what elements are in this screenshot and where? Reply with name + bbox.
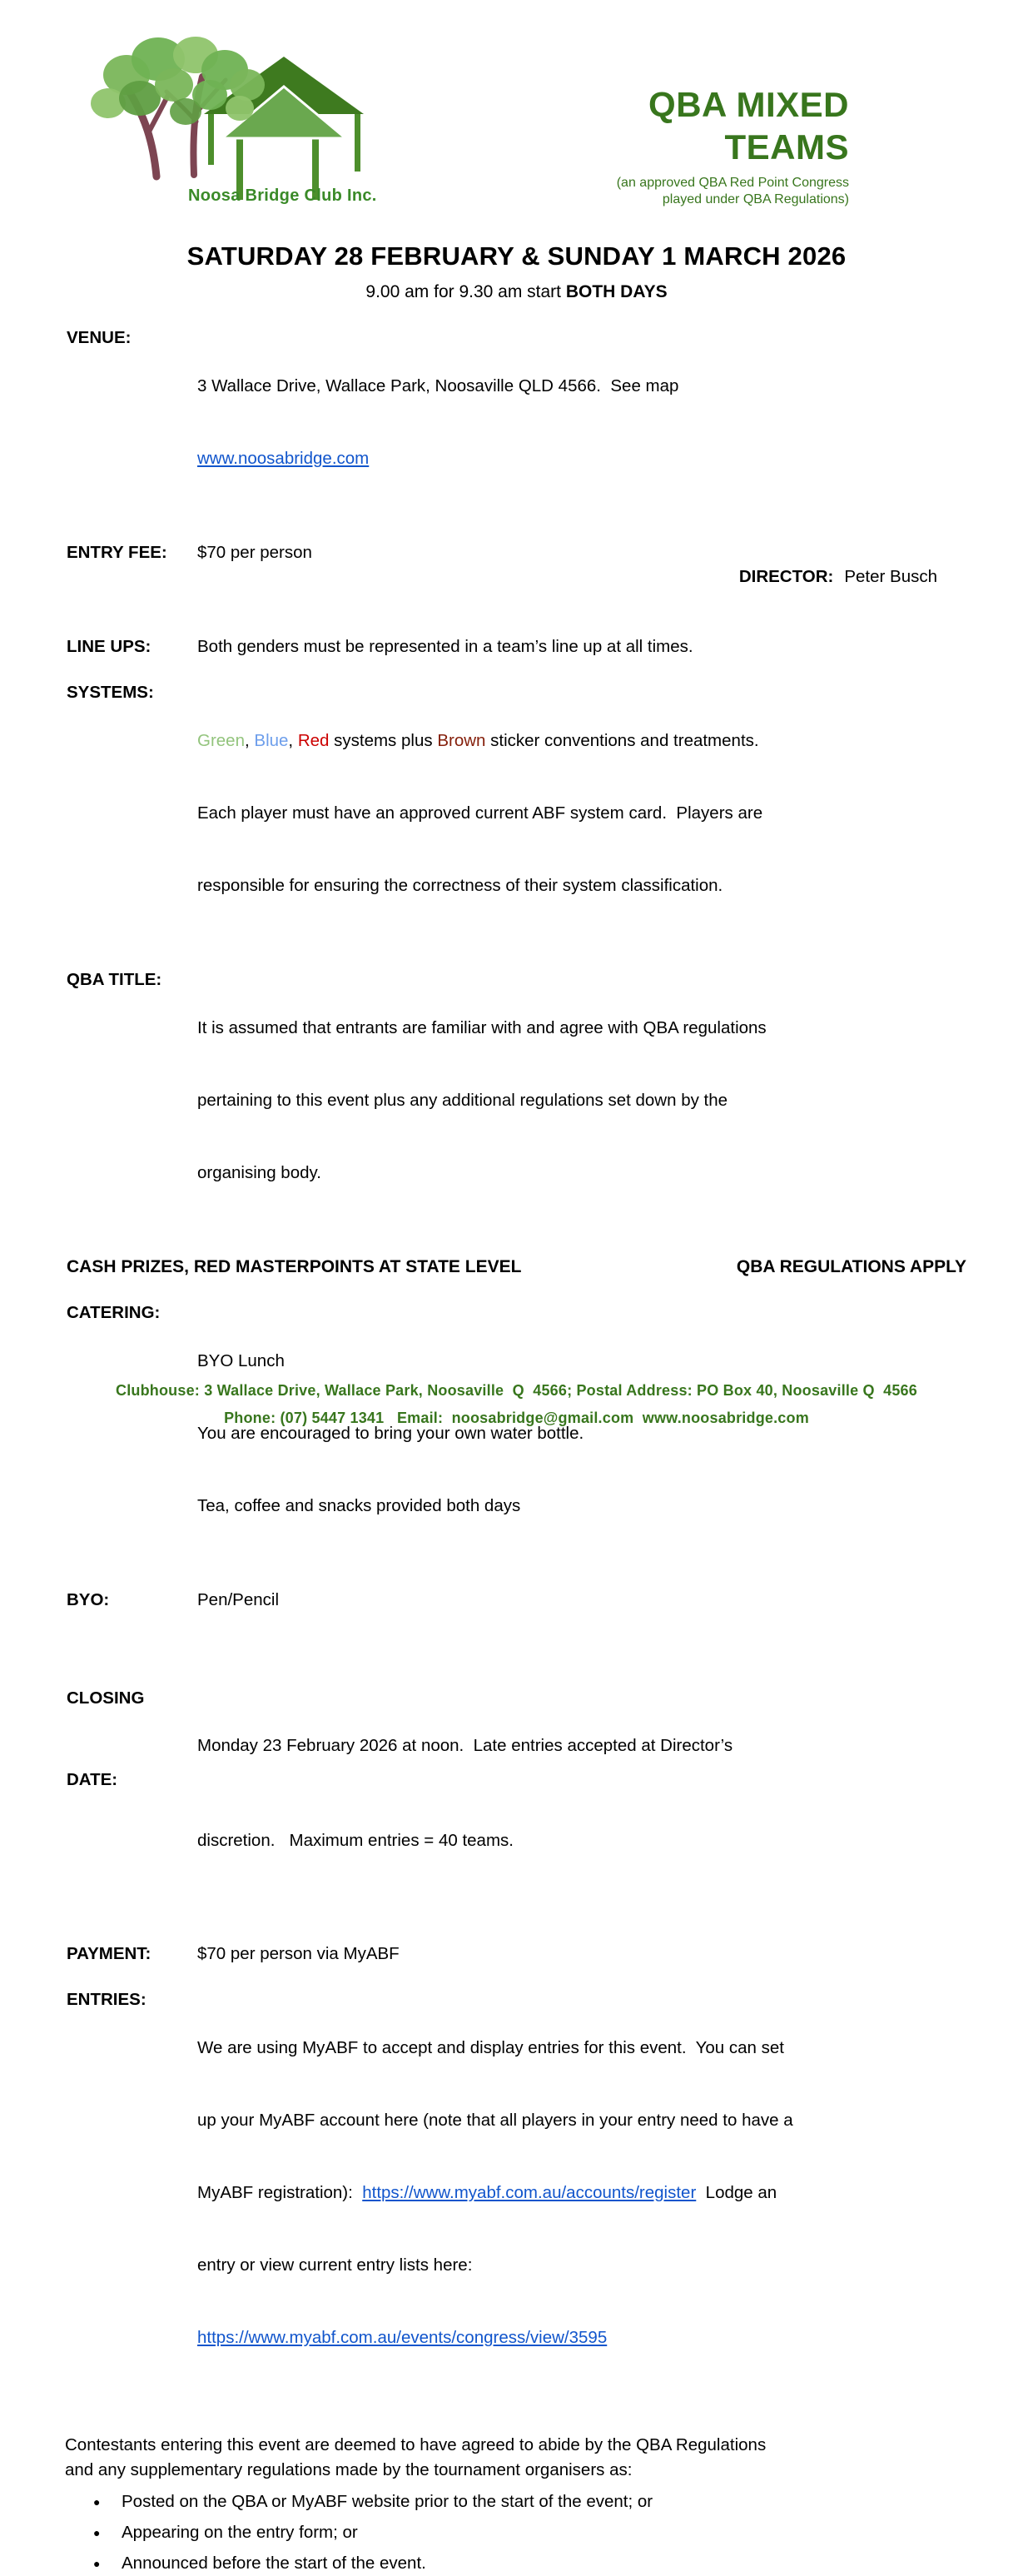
- list-item: [93, 2489, 966, 2514]
- payment-label: PAYMENT:: [67, 1944, 151, 1963]
- cash-prizes-line: [67, 1255, 966, 1279]
- qba-title-value: [197, 967, 966, 1233]
- entry-fee-row: [67, 540, 966, 613]
- venue-website-link[interactable]: www.noosabridge.com: [197, 449, 370, 468]
- catering-line2: You are encouraged to bring your own water bottle.: [197, 1424, 584, 1443]
- systems-sep1: ,: [244, 731, 255, 750]
- club-name: Noosa Bridge Club Inc.: [188, 186, 377, 205]
- subtitle-line2: played under QBA Regulations): [662, 192, 849, 206]
- byo-label: BYO:: [67, 1590, 110, 1609]
- time-text: 9.00 am for 9.30 am start: [365, 282, 566, 301]
- entries-value: [197, 1987, 966, 2398]
- entries-line3: [197, 2181, 966, 2205]
- green-systems-word: Green: [197, 731, 245, 750]
- subtitle-line1: (an approved QBA Red Point Congress: [616, 176, 849, 190]
- footer: [0, 1377, 1033, 1432]
- event-date-heading: SATURDAY 28 FEBRUARY & SUNDAY 1 MARCH 2026: [186, 241, 847, 271]
- footer-address-line: Clubhouse: 3 Wallace Drive, Wallace Park, Noosaville Q 4566; Postal Address: PO Box 40, Noosaville Q 4566: [116, 1382, 917, 1399]
- entries-line3-pre: MyABF registration):: [197, 2183, 363, 2202]
- catering-value: [197, 1300, 966, 1566]
- venue-value: [197, 326, 966, 519]
- list-item: [93, 2551, 966, 2576]
- entry-fee-amount: $70 per person: [197, 543, 312, 562]
- qba-title-line3: organising body.: [197, 1163, 321, 1182]
- qba-title-row: [67, 967, 966, 1233]
- entries-line3-post: Lodge an: [696, 2183, 777, 2202]
- title-block: [617, 83, 849, 208]
- catering-row: [67, 1300, 966, 1566]
- closing-date-row: [67, 1634, 966, 1920]
- closing-label-line1: CLOSING: [67, 1688, 145, 1708]
- event-time-line: [0, 282, 1033, 302]
- list-item: [93, 2520, 966, 2545]
- page-title-line2: TEAMS: [724, 127, 849, 167]
- line-ups-row: [67, 634, 966, 659]
- bullet-icon: ●: [93, 2557, 101, 2570]
- closing-line2: discretion. Maximum entries = 40 teams.: [197, 1831, 514, 1850]
- systems-row: [67, 680, 966, 946]
- closing-line1: Monday 23 February 2026 at noon. Late entries accepted at Director’s: [197, 1736, 733, 1755]
- bullet-text: Posted on the QBA or MyABF website prior to the start of the event; or: [122, 2492, 653, 2511]
- line-ups-text: Both genders must be represented in a team’s line up at all times.: [197, 637, 693, 656]
- venue-address: 3 Wallace Drive, Wallace Park, Noosaville QLD 4566. See map: [197, 376, 679, 395]
- line-ups-label: LINE UPS:: [67, 637, 151, 656]
- qba-regulations-text: QBA REGULATIONS APPLY: [736, 1257, 966, 1276]
- myabf-congress-link[interactable]: https://www.myabf.com.au/events/congress/view/3595: [197, 2328, 608, 2347]
- event-headings: [0, 241, 1033, 302]
- regulations-section: [65, 2433, 966, 2576]
- footer-contact-line: Phone: (07) 5447 1341 Email: noosabridge@gmail.com www.noosabridge.com: [224, 1410, 809, 1426]
- blue-systems-word: Blue: [254, 731, 289, 750]
- venue-label: VENUE:: [67, 328, 132, 347]
- systems-sep2: ,: [288, 731, 298, 750]
- regulations-line1: Contestants entering this event are deemed to have agreed to abide by the QBA Regulations: [65, 2435, 767, 2454]
- brown-sticker-word: Brown: [437, 731, 486, 750]
- qba-title-line1: It is assumed that entrants are familiar with and agree with QBA regulations: [197, 1018, 767, 1037]
- title-subtitle: [617, 175, 849, 208]
- regulations-line2: and any supplementary regulations made by the tournament organisers as:: [65, 2460, 633, 2479]
- entries-label: ENTRIES:: [67, 1990, 147, 2009]
- closing-date-label: [67, 1634, 197, 1920]
- systems-value: [197, 680, 966, 946]
- payment-row: [67, 1942, 966, 1966]
- catering-line1: BYO Lunch: [197, 1351, 285, 1370]
- bullet-text: Announced before the start of the event.: [122, 2554, 426, 2573]
- entries-line1: We are using MyABF to accept and display entries for this event. You can set: [197, 2038, 784, 2057]
- time-bold-text: BOTH DAYS: [565, 282, 668, 301]
- qba-title-line2: pertaining to this event plus any additional regulations set down by the: [197, 1091, 728, 1110]
- bullet-icon: ●: [93, 2495, 101, 2509]
- page-title-line1: QBA MIXED: [648, 85, 849, 124]
- entries-line2: up your MyABF account here (note that all players in your entry need to have a: [197, 2111, 793, 2130]
- event-details: [67, 326, 966, 2398]
- systems-line3: responsible for ensuring the correctness of their system classification.: [197, 876, 723, 895]
- director-name: Peter Busch: [844, 567, 937, 586]
- header: [0, 0, 1033, 223]
- myabf-register-link[interactable]: https://www.myabf.com.au/accounts/register: [362, 2183, 697, 2202]
- qba-title-label: QBA TITLE:: [67, 970, 162, 989]
- catering-line3: Tea, coffee and snacks provided both days: [197, 1496, 521, 1515]
- closing-date-value: [197, 1634, 966, 1920]
- systems-label: SYSTEMS:: [67, 683, 154, 702]
- byo-row: [67, 1588, 966, 1612]
- bullet-text: Appearing on the entry form; or: [122, 2523, 358, 2542]
- red-systems-word: Red: [297, 731, 330, 750]
- cash-prizes-text: CASH PRIZES, RED MASTERPOINTS AT STATE LEVEL: [67, 1257, 522, 1276]
- director-label: DIRECTOR:: [738, 567, 834, 586]
- club-logo: [77, 32, 364, 182]
- byo-value: Pen/Pencil: [197, 1590, 280, 1609]
- closing-label-line2: DATE:: [67, 1770, 118, 1789]
- systems-line1: [197, 729, 966, 753]
- entry-fee-value: [197, 540, 966, 613]
- systems-tail-text: sticker conventions and treatments.: [485, 731, 759, 750]
- systems-mid-text: systems plus: [329, 731, 438, 750]
- director-group: [692, 540, 937, 613]
- bullet-icon: ●: [93, 2526, 101, 2539]
- payment-value: $70 per person via MyABF: [197, 1944, 400, 1963]
- regulations-bullet-list: [65, 2489, 966, 2576]
- systems-line2: Each player must have an approved current ABF system card. Players are: [197, 803, 763, 823]
- catering-label: CATERING:: [67, 1303, 161, 1322]
- venue-row: [67, 326, 966, 519]
- entries-line4: entry or view current entry lists here:: [197, 2255, 473, 2275]
- entries-row: [67, 1987, 966, 2398]
- entry-fee-label: ENTRY FEE:: [67, 543, 167, 562]
